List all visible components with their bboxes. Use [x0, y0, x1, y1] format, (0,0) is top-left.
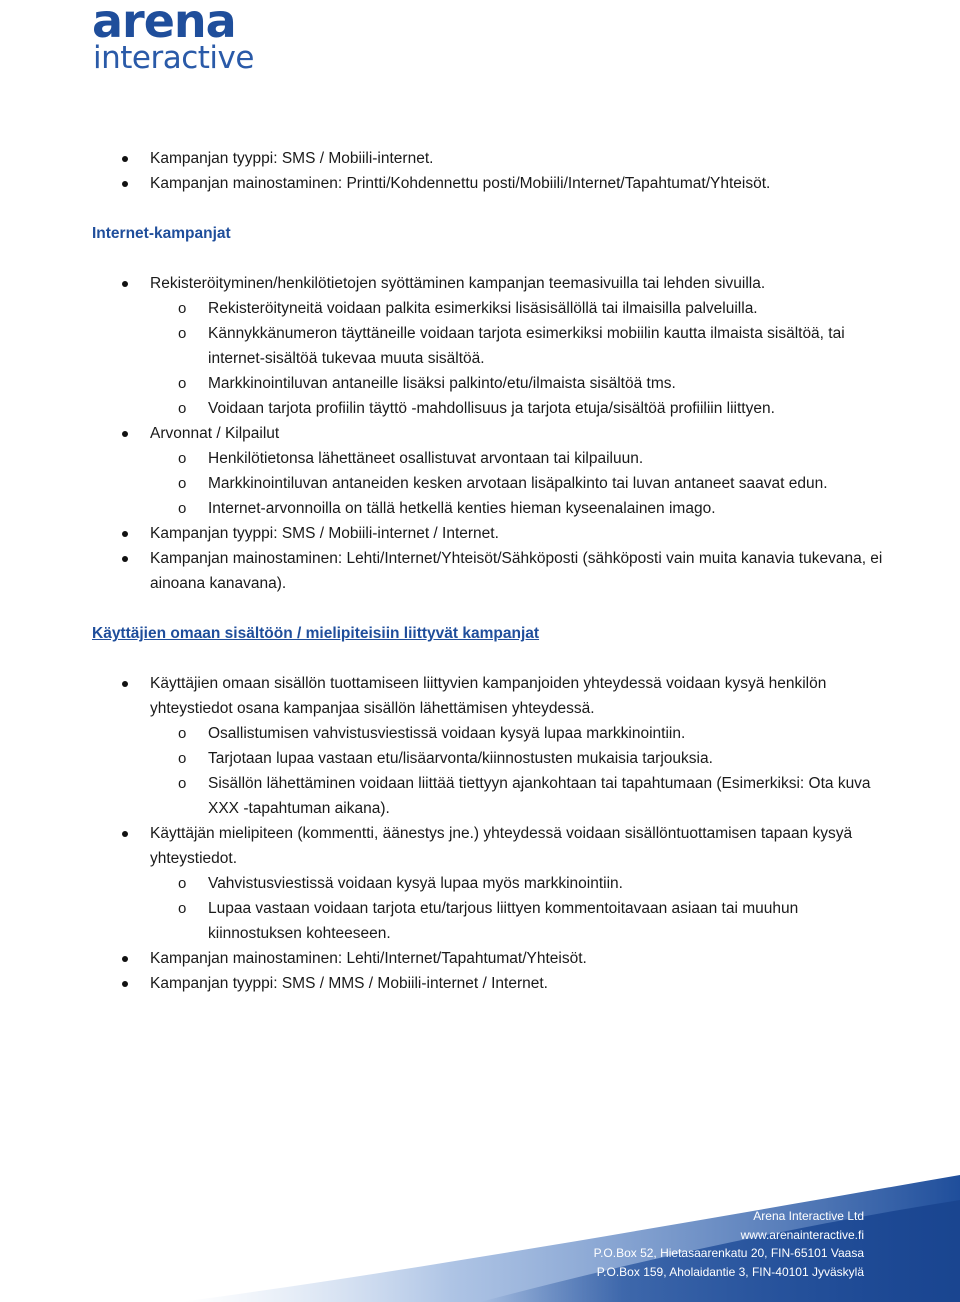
- footer-address-vaasa: P.O.Box 52, Hietasaarenkatu 20, FIN-65101 Vaasa: [593, 1246, 864, 1260]
- sub-bullet-icon: o: [178, 400, 187, 417]
- list-item: Kampanjan mainostaminen: Printti/Kohdennettu posti/Mobiili/Internet/Tapahtumat/Yhteisöt.: [150, 171, 890, 196]
- list-item: Kampanjan mainostaminen: Lehti/Internet/Tapahtumat/Yhteisöt.: [150, 946, 890, 971]
- footer-website-link[interactable]: www.arenainteractive.fi: [740, 1227, 864, 1242]
- list-item: Rekisteröityminen/henkilötietojen syöttäminen kampanjan teemasivuilla tai lehden sivuilla.: [150, 271, 890, 296]
- sub-bullet-icon: o: [178, 475, 187, 492]
- sub-list-item: o Markkinointiluvan antaneiden kesken arvotaan lisäpalkinto tai luvan antaneet saavat edun.: [208, 471, 878, 496]
- sub-bullet-icon: o: [178, 725, 187, 742]
- footer-address-jyvaskyla: P.O.Box 159, Aholaidantie 3, FIN-40101 Jyväskylä: [596, 1264, 864, 1279]
- sub-bullet-icon: o: [178, 450, 187, 467]
- sub-bullet-icon: o: [178, 750, 187, 767]
- list-item: Arvonnat / Kilpailut: [150, 421, 890, 446]
- list-item: Käyttäjien omaan sisällön tuottamiseen liittyvien kampanjoiden yhteydessä voidaan kysyä henkilön yhteystiedot osana kampanjaa sisällön lähettämisen yhteydessä.: [150, 671, 890, 721]
- sub-list-item: o Osallistumisen vahvistusviestissä voidaan kysyä lupaa markkinointiin.: [208, 721, 878, 746]
- sub-list-item: o Voidaan tarjota profiilin täyttö -mahdollisuus ja tarjota etuja/sisältöä profiiliin liittyen.: [208, 396, 878, 421]
- sub-bullet-icon: o: [178, 325, 187, 342]
- sub-list-item: o Rekisteröityneitä voidaan palkita esimerkiksi lisäsisällöllä tai ilmaisilla palveluilla.: [208, 296, 878, 321]
- sub-list-item: o Sisällön lähettäminen voidaan liittää tiettyyn ajankohtaan tai tapahtumaan (Esimerkiksi: Ota kuva XXX -tapahtuman aikana).: [208, 771, 878, 821]
- sub-list-item: o Markkinointiluvan antaneille lisäksi palkinto/etu/ilmaista sisältöä tms.: [208, 371, 878, 396]
- list-item: Kampanjan tyyppi: SMS / Mobiili-internet / Internet.: [150, 521, 890, 546]
- sub-list-item: o Tarjotaan lupaa vastaan etu/lisäarvonta/kiinnostusten mukaisia tarjouksia.: [208, 746, 878, 771]
- sub-list-item: o Vahvistusviestissä voidaan kysyä lupaa myös markkinointiin.: [208, 871, 878, 896]
- logo-wordmark-line2: interactive: [93, 40, 254, 76]
- section-heading-user-content: Käyttäjien omaan sisältöön / mielipiteisiin liittyvät kampanjat: [92, 625, 540, 642]
- sub-bullet-icon: o: [178, 875, 187, 892]
- footer-company: Arena Interactive Ltd: [753, 1209, 864, 1223]
- list-item: Käyttäjän mielipiteen (kommentti, äänestys jne.) yhteydessä voidaan sisällöntuottamisen tapaan kysyä yhteystiedot.: [150, 821, 890, 871]
- sub-bullet-icon: o: [178, 775, 187, 792]
- footer-contact: [594, 1207, 864, 1281]
- sub-bullet-icon: o: [178, 375, 187, 392]
- sub-list-item: o Kännykkänumeron täyttäneille voidaan tarjota esimerkiksi mobiilin kautta ilmaista sisältöä, tai internet-sisältöä tukevaa muuta sisältöä.: [208, 321, 878, 371]
- logo-wordmark-line1: arena: [92, 0, 236, 48]
- list-item: Kampanjan tyyppi: SMS / Mobiili-internet.: [150, 146, 890, 171]
- section-heading-internet: Internet-kampanjat: [92, 225, 231, 242]
- list-item: Kampanjan mainostaminen: Lehti/Internet/Yhteisöt/Sähköposti (sähköposti vain muita kanavia tukevana, ei ainoana kanavana).: [150, 546, 890, 596]
- sub-list-item: o Henkilötietonsa lähettäneet osallistuvat arvontaan tai kilpailuun.: [208, 446, 878, 471]
- sub-list-item: o Lupaa vastaan voidaan tarjota etu/tarjous liittyen kommentoitavaan asiaan tai muuhun kiinnostuksen kohteeseen.: [208, 896, 878, 946]
- sub-bullet-icon: o: [178, 900, 187, 917]
- sub-list-item: o Internet-arvonnoilla on tällä hetkellä kenties hieman kyseenalainen imago.: [208, 496, 878, 521]
- list-item: Kampanjan tyyppi: SMS / MMS / Mobiili-internet / Internet.: [150, 971, 890, 996]
- sub-bullet-icon: o: [178, 500, 187, 517]
- sub-bullet-icon: o: [178, 300, 187, 317]
